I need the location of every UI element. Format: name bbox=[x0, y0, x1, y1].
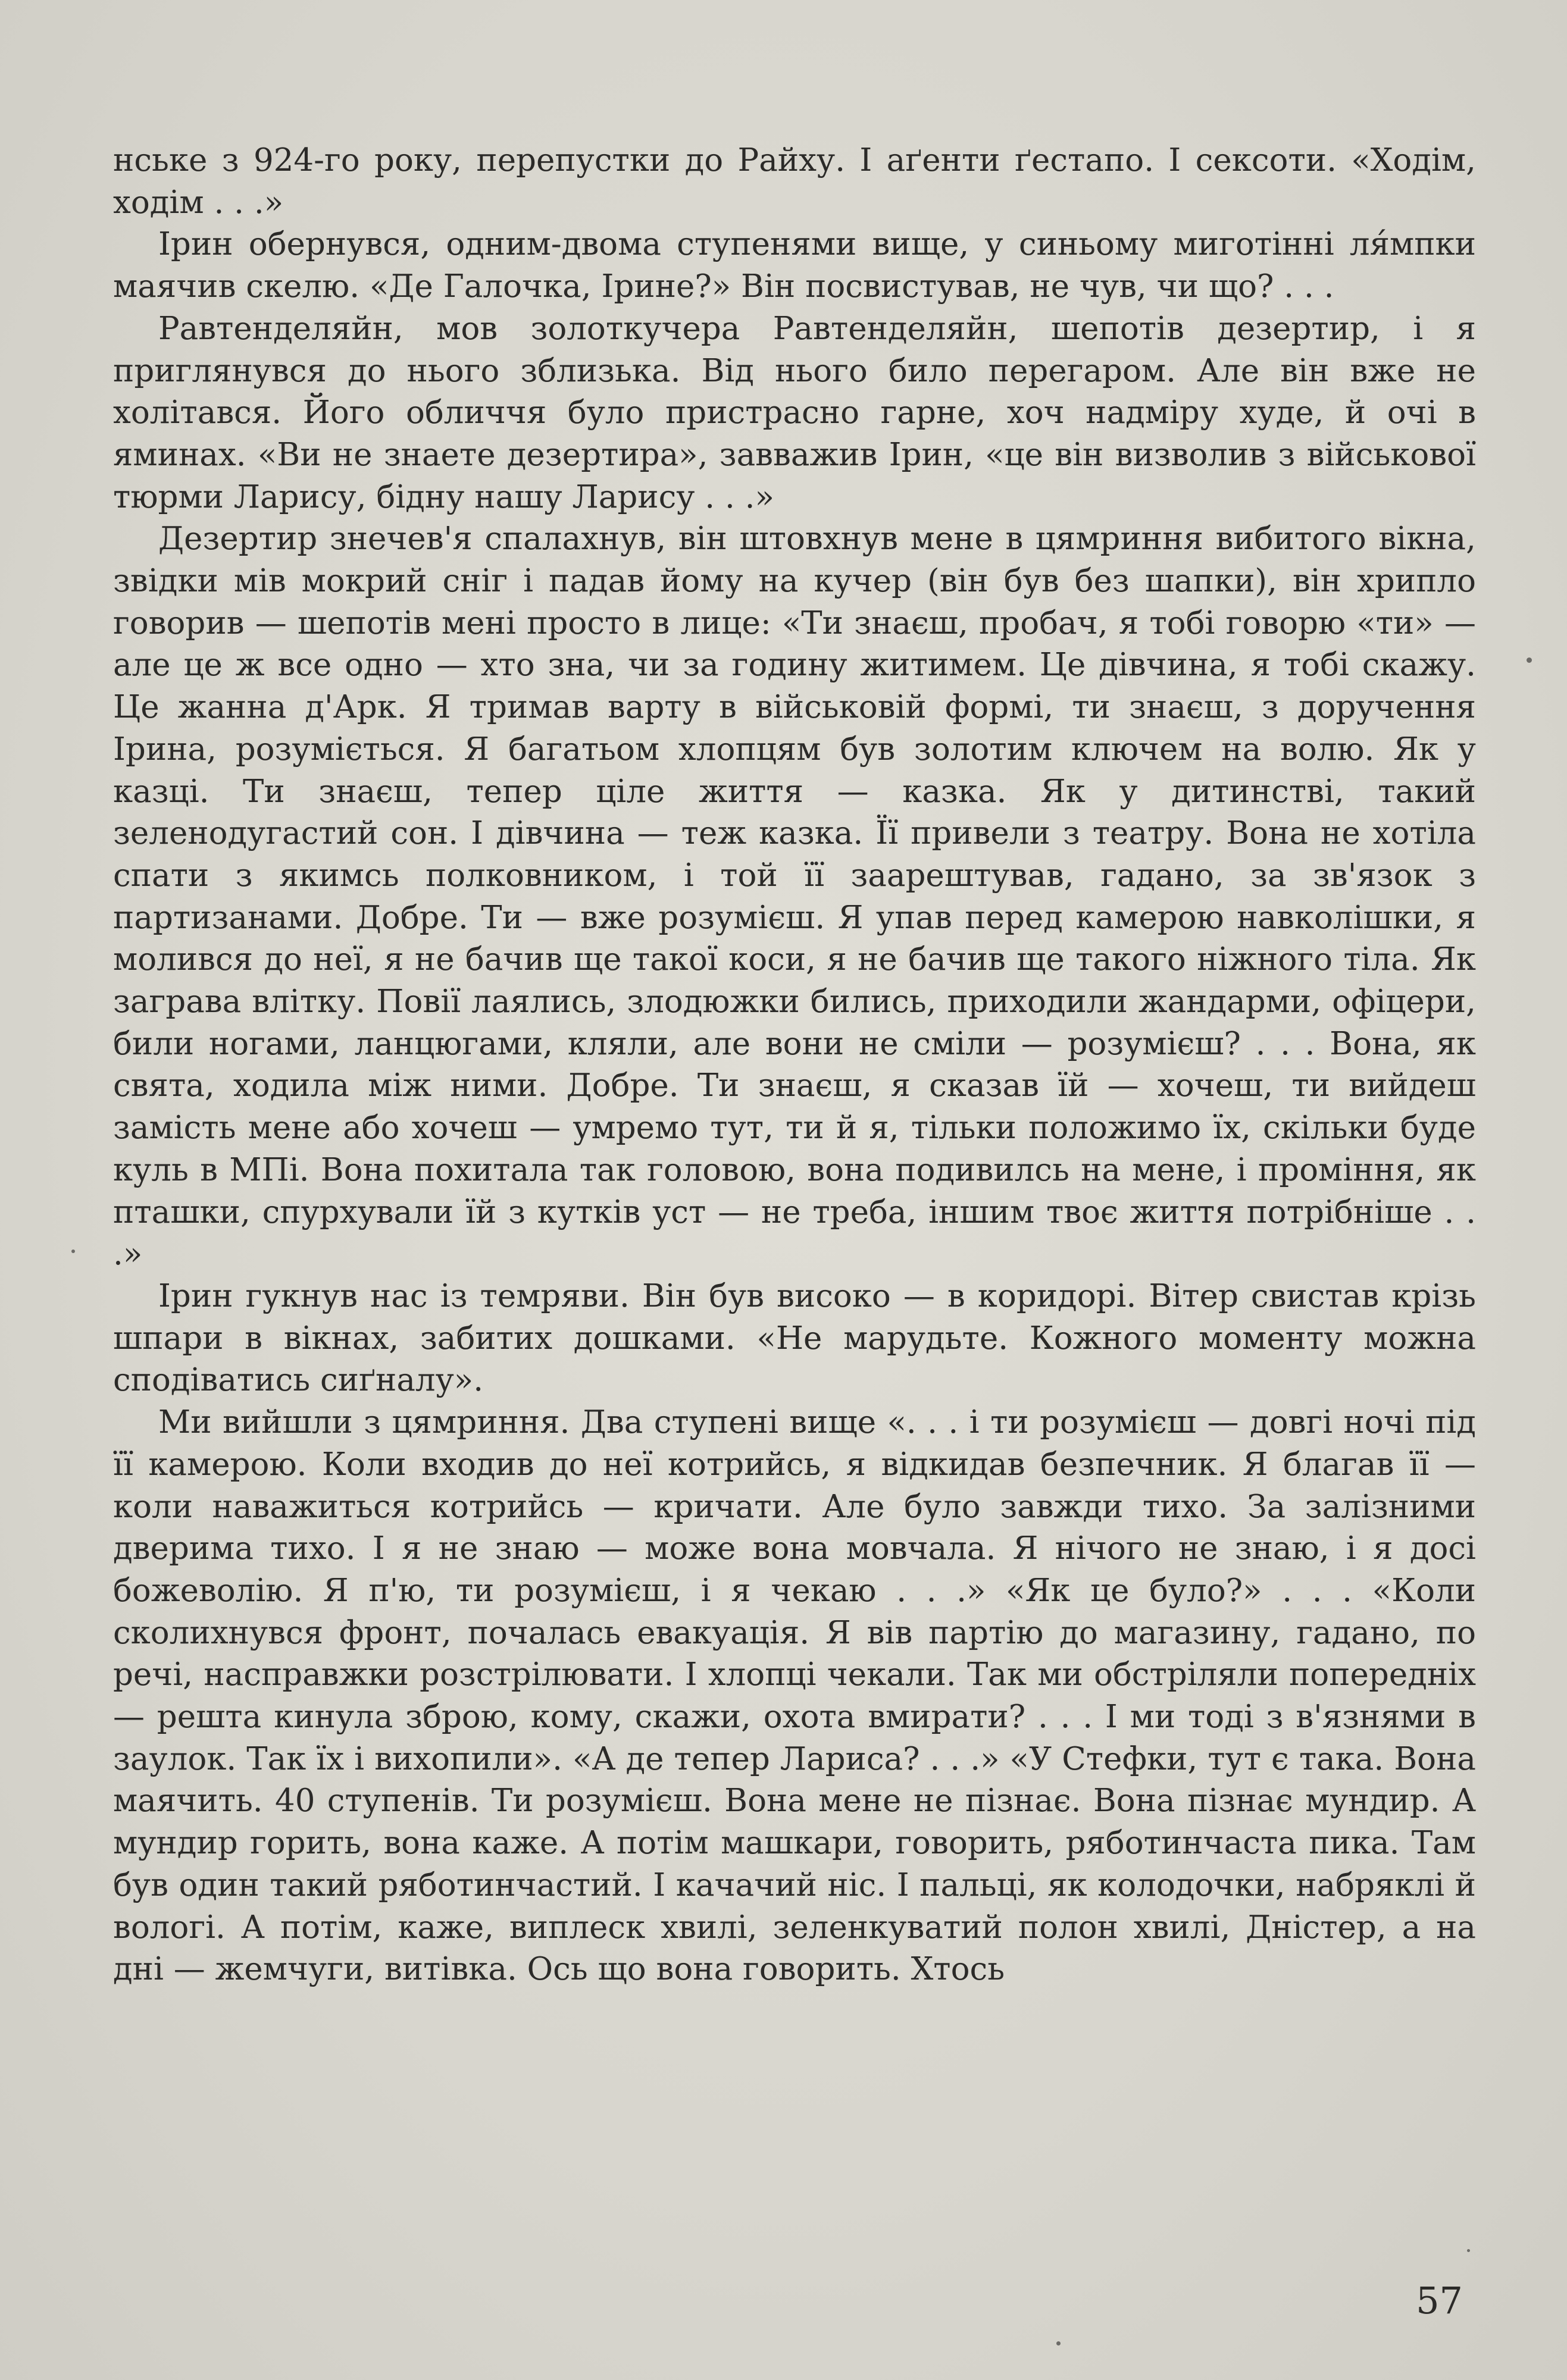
paragraph-1: нське з 924-го року, перепустки до Райху. І аґенти ґестапо. І сексоти. «Ходім, ходім . . .» bbox=[113, 142, 1476, 221]
page-number: 57 bbox=[1416, 2279, 1463, 2322]
paragraph-2: Ірин обернувся, одним-двома ступенями вище, у синьому миготінні ля́мпки маячив скелю. «Де Галочка, Ірине?» Він посвистував, не чув, чи що? . . . bbox=[113, 226, 1476, 305]
paper-speck bbox=[1467, 2249, 1470, 2252]
paper-speck bbox=[1056, 2341, 1061, 2345]
paragraph-6: Ми вийшли з цямриння. Два ступені вище «. . . і ти розумієш — довгі ночі під її камерою. Коли входив до неї котрийсь, я відкидав безпечник. Я благав її — коли наважиться котрийсь — кричати. Але було завжди тихо. За залізними дверима тихо. І я не знаю — може вона мовчала. Я нічого не знаю, і я досі божеволію. Я п'ю, ти розумієш, і я чекаю . . .» «Як це було?» . . . «Коли сколихнувся фронт, почалась евакуація. Я вів партію до магазину, гадано, по речі, насправжки розстрілювати. І хлопці чекали. Так ми обстріляли попередніх — решта кинула зброю, кому, скажи, охота вмирати? . . . І ми тоді з в'язнями в заулок. Так їх і вихопили». «А де тепер Лариса? . . .» «У Стефки, тут є така. Вона маячить. 40 ступенів. Ти розумієш. Вона мене не пізнає. Вона пізнає мундир. А мундир горить, вона каже. А потім машкари, говорить, рябoтинчаста пика. Там був один такий рябoтинчастий. І качачий ніс. І пальці, як колодочки, набряклі й вологі. А потім, каже, виплеск хвилі, зеленкуватий полон хвилі, Дністер, а на дні — жемчуги, витівка. Ось що вона говорить. Хтось bbox=[113, 1404, 1476, 1988]
paragraph-3: Равтенделяйн, мов золоткучера Равтенделяйн, шепотів дезертир, і я приглянувся до нього зблизька. Від нього било перегаром. Але він вже не холітався. Його обличчя було пристрасно гарне, хоч надміру худе, й очі в яминах. «Ви не знаете дезертира», завважив Ірин, «це він визволив з військової тюрми Ларису, бідну нашу Ларису . . .» bbox=[113, 310, 1476, 515]
paragraph-5: Ірин гукнув нас із темряви. Він був високо — в коридорі. Вітер свистав крізь шпари в вікнах, забитих дошками. «Не марудьте. Кожного моменту можна сподіватись сиґналу». bbox=[113, 1277, 1476, 1399]
paper-speck bbox=[71, 1250, 75, 1253]
paragraph-4: Дезертир знечев'я спалахнув, він штовхнув мене в цямриння вибитого вікна, звідки мів мокрий сніг і падав йому на кучер (він був без шапки), він хрипло говорив — шепотів мені просто в лице: «Ти знаєш, пробач, я тобі говорю «ти» — але це ж все одно — хто зна, чи за годину житимем. Це дівчина, я тобі скажу. Це жанна д'Арк. Я тримав варту в військовій формі, ти знаєш, з доручення Ірина, розуміється. Я багатьом хлопцям був золотим ключем на волю. Як у казці. Ти знаєш, тепер ціле життя — казка. Як у дитинстві, такий зеленодугастий сон. І дівчина — теж казка. Її привели з театру. Вона не хотіла спати з якимсь полковником, і той її заарештував, гадано, за зв'язок з партизанами. Добре. Ти — вже розумієш. Я упав перед камерою навколішки, я молився до неї, я не бачив ще такої коси, я не бачив ще такого ніжного тіла. Як заграва влітку. Повії лаялись, злодюжки бились, приходили жандарми, офіцери, били ногами, ланцюгами, кляли, але вони не сміли — розумієш? . . . Вона, як свята, ходила між ними. Добре. Ти знаєш, я сказав їй — хочеш, ти вийдеш замість мене або хочеш — умремо тут, ти й я, тільки положимо їх, скільки буде куль в МПі. Вона похитала так головою, вона подивилсь на мене, і проміння, як пташки, спурхували їй з кутків уст — не треба, іншим твоє життя потрібніше . . .» bbox=[113, 521, 1476, 1273]
page-text bbox=[113, 140, 1476, 1991]
paper-speck bbox=[1527, 657, 1532, 663]
